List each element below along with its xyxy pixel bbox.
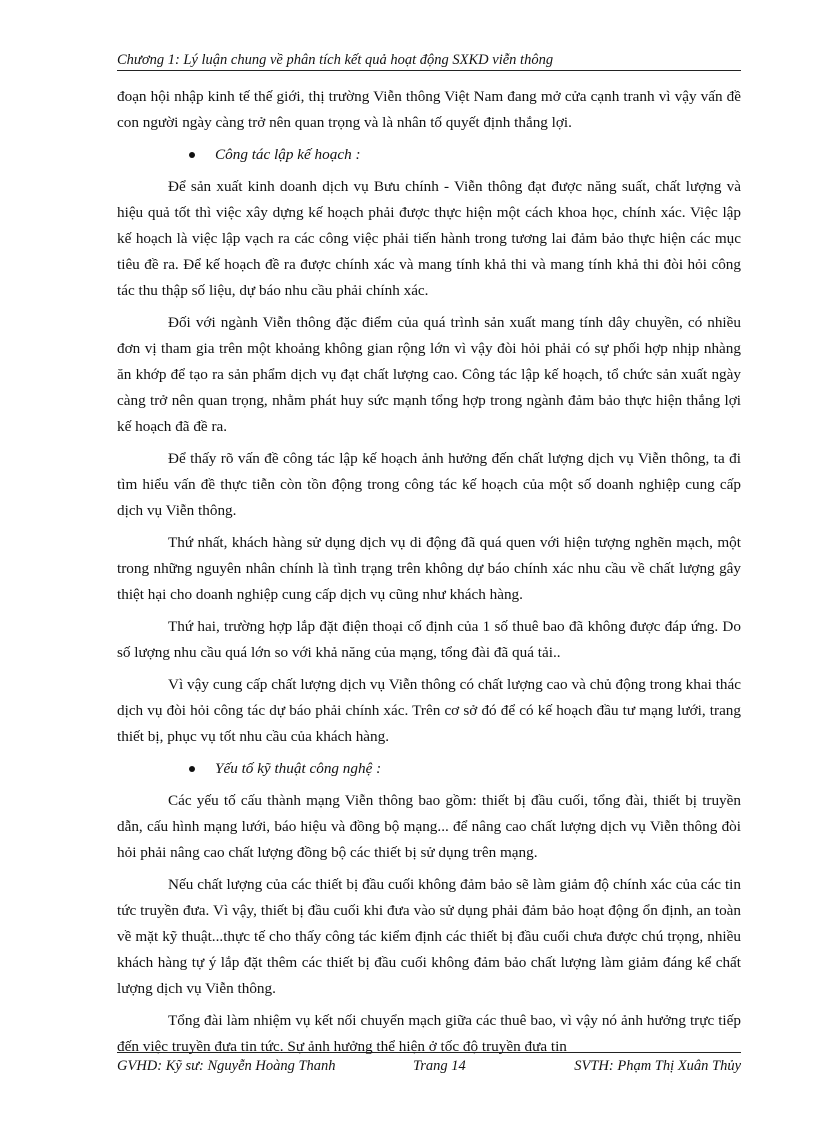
paragraph: Nếu chất lượng của các thiết bị đầu cuối không đảm bảo sẽ làm giảm độ chính xác của các tin tức truyền đưa. Vì vậy, thiết bị đầu cuối khi đưa vào sử dụng phải đảm bảo hoạt động ổn định, an toàn về mặt kỹ thuật...thực tế cho thấy công tác kiểm định các thiết bị đầu cuối chưa được chú trọng, nhiều khách hàng tự ý lắp đặt thêm các thiết bị đầu cuối không đảm bảo chất lượng làm giảm đáng kể chất lượng dịch vụ Viễn thông.	[117, 876, 741, 997]
footer-student: SVTH: Phạm Thị Xuân Thủy	[574, 1058, 741, 1074]
paragraph: Đối với ngành Viễn thông đặc điểm của quá trình sản xuất mang tính dây chuyền, có nhiều đơn vị tham gia trên một khoảng không gian rộng lớn vì vậy đòi hỏi phải có sự phối hợp nhịp nhàng ăn khớp để tạo ra sản phẩm dịch vụ đạt chất lượng cao. Công tác lập kế hoạch, tổ chức sản xuất ngày càng trở nên quan trọng, nhằm phát huy sức mạnh tổng hợp trong ngành đảm bảo thực hiện thắng lợi kế hoạch đã đề ra.	[117, 314, 741, 435]
paragraph: đoạn hội nhập kinh tế thế giới, thị trường Viễn thông Việt Nam đang mở cửa cạnh tranh vì vậy vấn đề con người ngày càng trở nên quan trọng và là nhân tố quyết định thắng lợi.	[117, 88, 741, 131]
header-divider	[117, 70, 741, 71]
paragraph: Các yếu tố cấu thành mạng Viễn thông bao gồm: thiết bị đầu cuối, tổng đài, thiết bị truyền dẫn, cấu hình mạng lưới, báo hiệu và đồng bộ mạng... để nâng cao chất lượng dịch vụ Viễn thông đòi hỏi phải nâng cao chất lượng đồng bộ các thiết bị sử dụng trên mạng.	[117, 792, 741, 861]
document-body	[117, 84, 741, 1060]
bullet-heading-technology	[117, 756, 741, 782]
running-footer	[117, 1056, 741, 1076]
running-header: Chương 1: Lý luận chung về phân tích kết quả hoạt động SXKD viễn thông	[117, 52, 554, 68]
paragraph: Thứ nhất, khách hàng sử dụng dịch vụ di động đã quá quen với hiện tượng nghẽn mạch, một trong những nguyên nhân chính là tình trạng trên không dự báo chính xác nhu cầu về chất lượng gây thiệt hại cho doanh nghiệp cung cấp dịch vụ cũng như khách hàng.	[117, 534, 741, 603]
footer-divider	[117, 1052, 741, 1053]
bullet-heading-text: Công tác lập kế hoạch :	[215, 146, 361, 163]
bullet-heading-planning	[117, 142, 741, 168]
footer-supervisor: GVHD: Kỹ sư: Nguyễn Hoàng Thanh	[117, 1058, 336, 1074]
paragraph: Vì vậy cung cấp chất lượng dịch vụ Viễn thông có chất lượng cao và chủ động trong khai thác dịch vụ đòi hỏi công tác dự báo phải chính xác. Trên cơ sở đó để có kế hoạch đầu tư mạng lưới, trang thiết bị, phục vụ tốt nhu cầu của khách hàng.	[117, 676, 741, 745]
bullet-heading-text: Yếu tố kỹ thuật công nghệ :	[215, 760, 382, 777]
bullet-icon	[189, 152, 195, 158]
paragraph: Tổng đài làm nhiệm vụ kết nối chuyển mạch giữa các thuê bao, vì vậy nó ảnh hưởng trực tiếp đến việc truyền đưa tin tức. Sự ảnh hưởng thể hiện ở tốc độ truyền đưa tin	[117, 1012, 741, 1055]
paragraph: Để thấy rõ vấn đề công tác lập kế hoạch ảnh hưởng đến chất lượng dịch vụ Viễn thông, ta đi tìm hiểu vấn đề thực tiễn còn tồn động trong công tác kế hoạch của một số doanh nghiệp cung cấp dịch vụ Viễn thông.	[117, 450, 741, 519]
bullet-icon	[189, 766, 195, 772]
footer-page-number: Trang 14	[413, 1058, 466, 1074]
paragraph: Thứ hai, trường hợp lắp đặt điện thoại cố định của 1 số thuê bao đã không được đáp ứng. Do số lượng nhu cầu quá lớn so với khả năng của mạng, tổng đài đã quá tải..	[117, 618, 741, 661]
paragraph: Để sản xuất kinh doanh dịch vụ Bưu chính - Viễn thông đạt được năng suất, chất lượng và hiệu quả tốt thì việc xây dựng kế hoạch phải được thực hiện một cách khoa học, chính xác. Việc lập kế hoạch là việc lập vạch ra các công việc phải tiến hành trong tương lai đảm bảo thực hiện các mục tiêu đề ra. Để kế hoạch đề ra được chính xác và mang tính khả thi và mang tính khả thi đòi hỏi công tác thu thập số liệu, dự báo nhu cầu phải chính xác.	[117, 178, 741, 299]
